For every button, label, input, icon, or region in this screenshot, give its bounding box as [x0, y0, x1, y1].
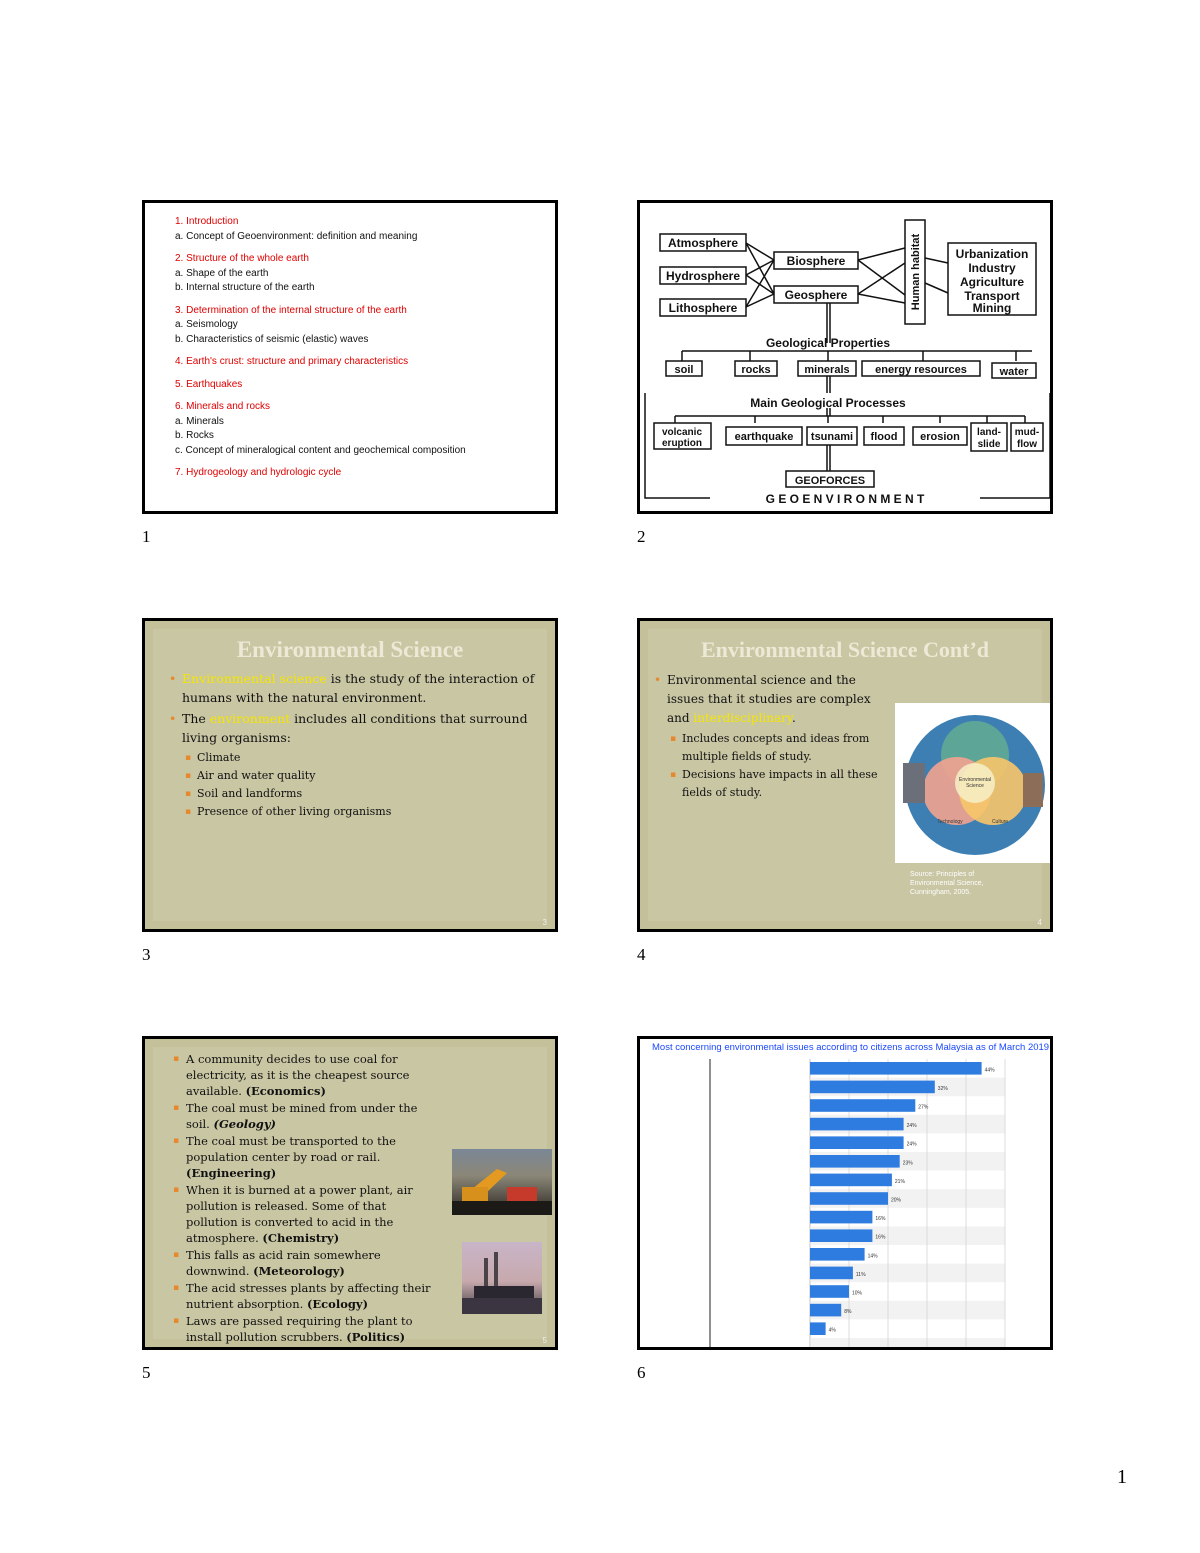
- volcanic-label: volcanic: [661, 427, 703, 438]
- truck-body: [507, 1187, 537, 1201]
- atmosphere-label: Atmosphere: [667, 236, 739, 250]
- discipline-label: (Ecology): [306, 1297, 369, 1311]
- bullet-text: When it is burned at a power plant, air pollution is released. Some of that pollution is converted to acid in the atmosphere.: [186, 1183, 413, 1245]
- transport-label: Transport: [964, 289, 1020, 303]
- slide-5-coal-example: [142, 1036, 558, 1350]
- image-source-caption: [910, 870, 984, 897]
- toc-subitem: a. Shape of the earth: [175, 267, 269, 279]
- slide-6-bar-chart: [637, 1036, 1053, 1350]
- bullet-item: [173, 1133, 435, 1181]
- source-line: Source: Principles of: [910, 871, 975, 878]
- lithosphere-label: Lithosphere: [668, 301, 738, 315]
- highlight-term: interdisciplinary: [693, 711, 793, 725]
- toc-spacer: [175, 244, 466, 252]
- tsunami-label: tsunami: [810, 431, 854, 443]
- toc-spacer: [175, 392, 466, 400]
- bullet-text: The coal must be transported to the population center by road or rail.: [186, 1134, 396, 1164]
- bullet-item: [173, 1280, 435, 1312]
- bullet-text: Laws are passed requiring the plant to install pollution scrubbers.: [186, 1314, 413, 1344]
- geoforces-label: GEOFORCES: [794, 475, 866, 487]
- eruption-label: eruption: [662, 438, 702, 449]
- sub-bullet-item: ▪ Decisions have impacts in all these fields of study.: [654, 766, 886, 802]
- discipline-label: (Geology): [213, 1117, 276, 1131]
- toc-section-heading: 1. Introduction: [175, 216, 239, 227]
- agriculture-label: Agriculture: [959, 275, 1025, 289]
- geological-properties-label: Geological Properties: [765, 336, 891, 350]
- bullet-text: The acid stresses plants by affecting their nutrient absorption.: [186, 1281, 431, 1311]
- slide-number-label: 4: [637, 945, 646, 964]
- sub-bullet-item: ▪ Air and water quality: [169, 767, 549, 785]
- minerals-label: minerals: [804, 364, 850, 376]
- source-line: Environmental Science,: [910, 880, 984, 887]
- slide-title: Environmental Science: [236, 637, 464, 662]
- excavator-body: [462, 1187, 488, 1201]
- source-line: Cunningham, 2005.: [910, 889, 972, 896]
- venn-diagram: [895, 703, 1053, 863]
- bar: [810, 1248, 865, 1261]
- toc-list: [175, 215, 466, 481]
- toc-subitem: c. Concept of mineralogical content and geochemical composition: [175, 444, 466, 456]
- venn-center-label-2: Science: [966, 783, 984, 789]
- slide-number-label: 1: [142, 527, 151, 546]
- mining-label: Mining: [972, 301, 1012, 315]
- row-stripe: [810, 1338, 1005, 1347]
- bar-value-label: 24%: [906, 1141, 917, 1148]
- sub-bullet-item: ▪ Soil and landforms: [169, 785, 549, 803]
- slide-corner-number: 5: [542, 1336, 547, 1345]
- rocks-label: rocks: [741, 364, 771, 376]
- power-plant-photo: [462, 1242, 542, 1314]
- bullet-text: Environmental science and the issues that it studies are complex and: [667, 673, 871, 725]
- toc-spacer: [175, 347, 466, 355]
- biosphere-label: Biosphere: [786, 254, 846, 268]
- toc-section-heading: 7. Hydrogeology and hydrologic cycle: [175, 467, 342, 478]
- bar: [810, 1155, 900, 1168]
- slide-number-label: 6: [637, 1363, 646, 1382]
- toc-subitem: a. Concept of Geoenvironment: definition and meaning: [175, 230, 418, 242]
- geosphere-label: Geosphere: [784, 288, 848, 302]
- geoenvironment-diagram: [640, 203, 1050, 511]
- bar-value-label: 23%: [902, 1160, 913, 1167]
- sub-bullet-item: ▪ Climate: [169, 749, 549, 767]
- soil-label: soil: [674, 364, 694, 376]
- bullet-text: includes all conditions that surround living organisms:: [182, 711, 528, 745]
- bar: [810, 1211, 872, 1224]
- bullet-text: .: [792, 711, 796, 725]
- human-habitat-label: Human habitat: [910, 233, 922, 311]
- water-reflection: [462, 1298, 542, 1314]
- bar: [810, 1062, 982, 1075]
- discipline-label: (Economics): [245, 1084, 326, 1098]
- horizontal-bar-chart: [640, 1039, 1050, 1347]
- building-illustration: [903, 763, 925, 803]
- bar-value-label: 32%: [937, 1085, 948, 1092]
- venn-diagram-image: [895, 703, 1053, 863]
- discipline-label: (Engineering): [186, 1166, 277, 1180]
- water-label: water: [999, 366, 1029, 378]
- ground: [452, 1201, 552, 1215]
- chimney: [484, 1258, 488, 1288]
- mining-excavator-photo: [452, 1149, 552, 1215]
- highlight-term: environment: [209, 711, 291, 726]
- bar: [810, 1118, 904, 1131]
- bullet-text: This falls as acid rain somewhere downwind.: [186, 1248, 381, 1278]
- toc-section-heading: 3. Determination of the internal structure of the earth: [175, 304, 407, 316]
- toc-subitem: a. Minerals: [175, 415, 224, 427]
- geoenvironment-label: G E O E N V I R O N M E N T: [765, 492, 925, 506]
- bullet-list: [654, 671, 886, 802]
- slide-number-label: 3: [142, 945, 151, 964]
- bullet-item: [173, 1100, 435, 1132]
- bar-value-label: 8%: [844, 1309, 852, 1316]
- toc-subitem: a. Seismology: [175, 319, 238, 330]
- bar-value-label: 11%: [855, 1271, 866, 1278]
- urbanization-label: Urbanization: [955, 247, 1029, 261]
- bullet-item: [169, 709, 549, 747]
- excavator-illustration: [452, 1149, 552, 1215]
- hydrosphere-label: Hydrosphere: [665, 269, 741, 283]
- slide-2-geoenvironment-diagram: [637, 200, 1053, 514]
- bar: [810, 1174, 892, 1187]
- bar-value-label: 21%: [894, 1178, 905, 1185]
- slide-4-environmental-science-contd: [637, 618, 1053, 932]
- bullet-item: [173, 1182, 435, 1246]
- slide-number-label: 2: [637, 527, 646, 546]
- slide-corner-number: 4: [1037, 918, 1042, 927]
- toc-section-heading: 5. Earthquakes: [175, 378, 243, 390]
- chart-title: Most concerning environmental issues according to citizens across Malaysia as of March 2019: [652, 1042, 1050, 1053]
- toc-spacer: [175, 458, 466, 466]
- bar-value-label: 14%: [867, 1253, 878, 1260]
- bullet-item: [169, 669, 549, 707]
- main-processes-label: Main Geological Processes: [750, 396, 906, 410]
- bullet-item: [173, 1313, 435, 1345]
- bar-value-label: 4%: [828, 1327, 836, 1334]
- bullet-text: The coal must be mined from under the soil.: [186, 1101, 418, 1131]
- discipline-label: (Meteorology): [253, 1264, 345, 1278]
- toc-subitem: b. Internal structure of the earth: [175, 282, 315, 293]
- page-number: 1: [1117, 1466, 1127, 1488]
- bar: [810, 1192, 888, 1205]
- bullet-item: [173, 1247, 435, 1279]
- bar-value-label: 10%: [852, 1290, 863, 1297]
- plant-building: [474, 1286, 534, 1298]
- bar: [810, 1285, 849, 1298]
- earthquake-label: earthquake: [734, 431, 794, 443]
- toc-section-heading: 6. Minerals and rocks: [175, 401, 271, 412]
- slide-number-label: 5: [142, 1363, 151, 1382]
- landslide-label-2: slide: [977, 439, 1001, 450]
- venn-center-label-1: Environmental: [959, 777, 991, 783]
- bar-value-label: 20%: [891, 1197, 902, 1204]
- bar: [810, 1322, 826, 1335]
- bullet-list: [173, 1051, 435, 1346]
- toc-subitem: b. Rocks: [175, 430, 214, 441]
- bar-value-label: 24%: [906, 1123, 917, 1130]
- bar: [810, 1099, 915, 1112]
- venn-culture-label: Culture: [991, 819, 1009, 825]
- toc-section-heading: 4. Earth's crust: structure and primary characteristics: [175, 356, 409, 367]
- highlight-term: Environmental science: [182, 671, 327, 686]
- industry-label: Industry: [968, 261, 1016, 275]
- chimney: [494, 1252, 498, 1288]
- bar: [810, 1229, 872, 1242]
- toc-spacer: [175, 296, 466, 304]
- flood-label: flood: [870, 431, 898, 443]
- mudflow-label-1: mud-: [1014, 427, 1040, 438]
- bullet-text: is the study of the interaction of humans with the natural environment.: [182, 671, 535, 705]
- bar-value-label: 16%: [875, 1234, 886, 1241]
- factory-illustration: [1023, 773, 1043, 807]
- bullet-list: [169, 669, 549, 821]
- bar: [810, 1136, 904, 1149]
- discipline-label: (Politics): [346, 1330, 406, 1344]
- bar: [810, 1267, 853, 1280]
- landslide-label-1: land-: [977, 427, 1001, 438]
- bar-value-label: 27%: [918, 1104, 929, 1111]
- slide-3-environmental-science: [142, 618, 558, 932]
- sub-bullet-item: ▪ Presence of other living organisms: [169, 803, 549, 821]
- bar: [810, 1304, 841, 1317]
- sub-bullet-item: ▪ Includes concepts and ideas from multiple fields of study.: [654, 730, 886, 766]
- toc-subitem: b. Characteristics of seismic (elastic) waves: [175, 333, 369, 345]
- toc-spacer: [175, 370, 466, 378]
- bar: [810, 1081, 935, 1094]
- slide-1-table-of-contents: [142, 200, 558, 514]
- erosion-label: erosion: [920, 431, 960, 443]
- energy-resources-label: energy resources: [875, 364, 967, 376]
- bullet-item: [173, 1051, 435, 1099]
- slide-corner-number: 3: [542, 918, 547, 927]
- toc-section-heading: 2. Structure of the whole earth: [175, 253, 309, 264]
- bar-value-label: 16%: [875, 1216, 886, 1223]
- bullet-item: [654, 671, 886, 728]
- venn-technology-label: Technology: [937, 819, 963, 825]
- slide-title: Environmental Science Cont’d: [700, 637, 990, 662]
- mudflow-label-2: flow: [1017, 439, 1037, 450]
- bar-value-label: 44%: [984, 1067, 995, 1074]
- discipline-label: (Chemistry): [262, 1231, 340, 1245]
- power-plant-illustration: [462, 1242, 542, 1314]
- bullet-text: The: [182, 711, 210, 726]
- bullet-text: A community decides to use coal for electricity, as it is the cheapest source available.: [186, 1052, 410, 1098]
